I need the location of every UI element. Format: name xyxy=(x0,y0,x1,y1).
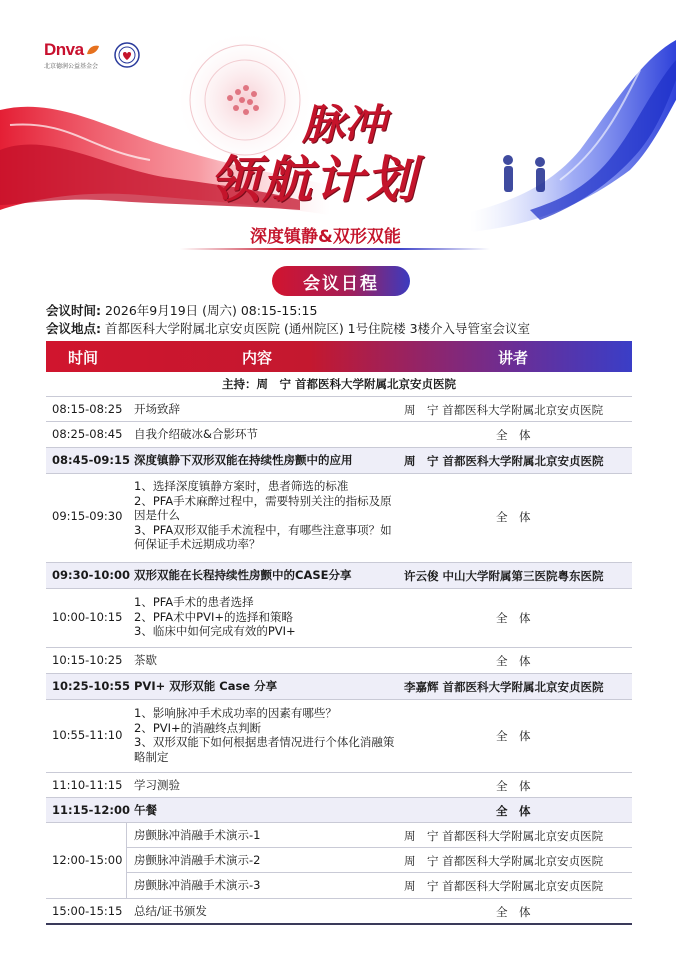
table-row xyxy=(46,589,632,648)
agenda-table xyxy=(46,341,632,925)
hero-banner xyxy=(0,0,676,270)
table-row xyxy=(46,474,632,563)
table-row xyxy=(46,899,632,925)
foundation-logo-text: Dnva xyxy=(44,40,84,59)
foundation-logo xyxy=(44,40,100,70)
row-speaker: 周 宁 首都医科大学附属北京安贞医院 xyxy=(404,854,604,868)
row-content: 午餐 xyxy=(134,803,157,817)
demo-group xyxy=(46,823,632,899)
row-speaker: 全 体 xyxy=(496,905,531,919)
table-row xyxy=(46,422,632,448)
row-speaker: 全 体 xyxy=(496,510,531,524)
row-speaker: 全 体 xyxy=(496,654,531,668)
meeting-time xyxy=(46,302,530,320)
hospital-seal-icon xyxy=(114,42,140,68)
time-label: 会议时间: xyxy=(46,303,101,318)
row-content: 茶歇 xyxy=(134,653,157,667)
row-content: 1、PFA手术的患者选择 2、PFA术中PVI+的选择和策略 3、临床中如何完成有效的PVI+ xyxy=(134,595,296,638)
row-speaker: 全 体 xyxy=(496,428,531,442)
table-row xyxy=(46,563,632,589)
place-label: 会议地点: xyxy=(46,321,101,336)
row-speaker: 许云俊 中山大学附属第三医院粤东医院 xyxy=(404,569,604,583)
row-time: 08:15-08:25 xyxy=(52,402,123,416)
row-speaker: 周 宁 首都医科大学附属北京安贞医院 xyxy=(404,829,604,843)
row-time: 10:15-10:25 xyxy=(52,653,123,667)
row-time: 10:55-11:10 xyxy=(52,728,123,742)
row-speaker: 全 体 xyxy=(496,611,531,625)
title-line-1: 脉冲 xyxy=(302,100,387,149)
row-content: 自我介绍破冰&合影环节 xyxy=(134,427,258,441)
subtitle-divider xyxy=(180,248,490,250)
row-speaker: 全 体 xyxy=(496,779,531,793)
row-speaker: 周 宁 首都医科大学附属北京安贞医院 xyxy=(404,879,604,893)
table-header xyxy=(46,341,632,372)
row-content: 房颤脉冲消融手术演示-3 xyxy=(134,878,261,892)
row-content: 深度镇静下双形双能在持续性房颤中的应用 xyxy=(134,453,353,467)
table-row xyxy=(46,674,632,700)
place-value: 首都医科大学附属北京安贞医院 (通州院区) 1号住院楼 3楼介入导管室会议室 xyxy=(101,321,531,336)
table-row xyxy=(46,700,632,773)
header-content: 内容 xyxy=(242,349,273,367)
row-content: 1、影响脉冲手术成功率的因素有哪些？ 2、PVI+的消融终点判断 3、双形双能下如何根据患者情况进行个体化消融策略制定 xyxy=(134,706,395,764)
row-speaker: 李嘉辉 首都医科大学附属北京安贞医院 xyxy=(404,680,604,694)
chair-text: 主持：周 宁 首都医科大学附属北京安贞医院 xyxy=(221,377,456,391)
row-time: 09:30-10:00 xyxy=(52,568,130,582)
title-line-2: 领航计划 xyxy=(210,150,418,209)
table-row xyxy=(46,397,632,422)
meeting-place xyxy=(46,320,530,338)
row-content: 总结/证书颁发 xyxy=(134,904,207,918)
row-time: 08:25-08:45 xyxy=(52,427,123,441)
row-time: 11:15-12:00 xyxy=(52,803,130,817)
row-content: 开场致辞 xyxy=(134,402,180,416)
row-content: 1、选择深度镇静方案时，患者筛选的标准 2、PFA手术麻醉过程中，需要特别关注的指标及原因是什么 3、PFA双形双能手术流程中，有哪些注意事项？如何保证手术远期成功率？ xyxy=(134,479,392,551)
row-content: 房颤脉冲消融手术演示-2 xyxy=(134,853,261,867)
header-time: 时间 xyxy=(68,349,99,367)
row-speaker: 周 宁 首都医科大学附属北京安贞医院 xyxy=(404,454,604,468)
row-content: PVI+ 双形双能 Case 分享 xyxy=(134,679,278,693)
agenda-badge: 会议日程 xyxy=(272,266,410,296)
chair-row xyxy=(46,372,632,397)
meeting-info xyxy=(46,302,530,338)
row-content: 双形双能在长程持续性房颤中的CASE分享 xyxy=(134,568,352,582)
row-speaker: 全 体 xyxy=(496,729,531,743)
event-subtitle: 深度镇静&双形双能 xyxy=(250,227,401,247)
logo-row xyxy=(44,40,140,70)
row-content: 房颤脉冲消融手术演示-1 xyxy=(134,828,261,842)
table-row xyxy=(46,798,632,823)
row-time: 15:00-15:15 xyxy=(52,904,123,918)
row-speaker: 全 体 xyxy=(496,804,531,818)
row-divider xyxy=(126,872,632,873)
foundation-logo-subtext: 北京德润公益基金会 xyxy=(44,63,99,70)
column-divider xyxy=(126,823,127,898)
row-divider xyxy=(126,847,632,848)
row-time: 08:45-09:15 xyxy=(52,453,130,467)
leaf-icon xyxy=(86,44,100,56)
table-row xyxy=(46,648,632,674)
row-time: 11:10-11:15 xyxy=(52,778,123,792)
time-value: 2026年9月19日 (周六) 08:15-15:15 xyxy=(101,303,318,318)
row-time: 12:00-15:00 xyxy=(52,853,123,867)
row-speaker: 周 宁 首都医科大学附属北京安贞医院 xyxy=(404,403,604,417)
row-content: 学习测验 xyxy=(134,778,180,792)
table-row xyxy=(46,773,632,798)
row-time: 09:15-09:30 xyxy=(52,509,123,523)
row-time: 10:00-10:15 xyxy=(52,610,123,624)
table-row xyxy=(46,448,632,474)
row-time: 10:25-10:55 xyxy=(52,679,130,693)
header-speaker: 讲者 xyxy=(498,349,529,367)
